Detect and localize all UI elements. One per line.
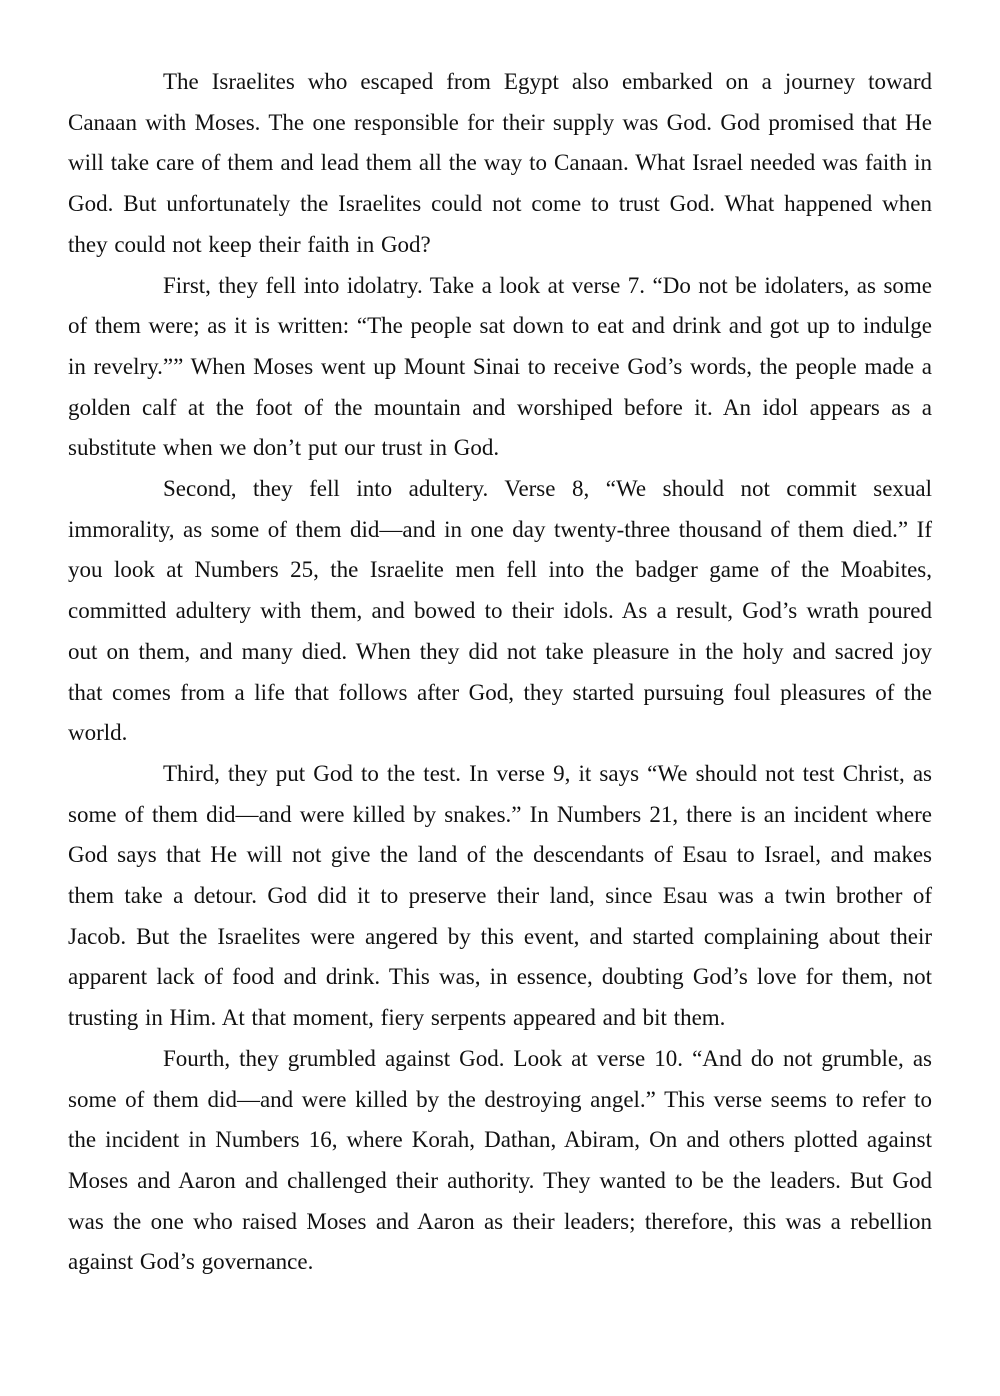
document-page bbox=[68, 62, 932, 1283]
paragraph-idolatry: First, they fell into idolatry. Take a look at verse 7. “Do not be idolaters, as some of them were; as it is written: “The people sat down to eat and drink and got up to indulge in revelry.”” When Moses went up Mount Sinai to receive God’s words, the people made a golden calf at the foot of the mountain and worshiped before it. An idol appears as a substitute when we don’t put our trust in God. bbox=[68, 272, 932, 461]
paragraph-adultery: Second, they fell into adultery. Verse 8, “We should not commit sexual immorality, as some of them did—and in one day twenty-three thousand of them died.” If you look at Numbers 25, the Israelite men fell into the badger game of the Moabites, committed adultery with them, and bowed to their idols. As a result, God’s wrath poured out on them, and many died. When they did not take pleasure in the holy and sacred joy that comes from a life that follows after God, they started pursuing foul pleasures of the world. bbox=[68, 476, 932, 746]
paragraph-testing-god: Third, they put God to the test. In verse 9, it says “We should not test Christ, as some of them did—and were killed by snakes.” In Numbers 21, there is an incident where God says that He will not give the land of the descendants of Esau to Israel, and makes them take a detour. God did it to preserve their land, since Esau was a twin brother of Jacob. But the Israelites were angered by this event, and started complaining about their apparent lack of food and drink. This was, in essence, doubting God’s love for them, not trusting in Him. At that moment, fiery serpents appeared and bit them. bbox=[68, 760, 932, 1031]
paragraph-introduction: The Israelites who escaped from Egypt also embarked on a journey toward Canaan with Moses. The one responsible for their supply was God. God promised that He will take care of them and lead them all the way to Canaan. What Israel needed was faith in God. But unfortunately the Israelites could not come to trust God. What happened when they could not keep their faith in God? bbox=[68, 69, 932, 257]
paragraph-grumbling: Fourth, they grumbled against God. Look at verse 10. “And do not grumble, as some of them did—and were killed by the destroying angel.” This verse seems to refer to the incident in Numbers 16, where Korah, Dathan, Abiram, On and others plotted against Moses and Aaron and challenged their authority. They wanted to be the leaders. But God was the one who raised Moses and Aaron as their leaders; therefore, this was a rebellion against God’s governance. bbox=[68, 1045, 932, 1275]
